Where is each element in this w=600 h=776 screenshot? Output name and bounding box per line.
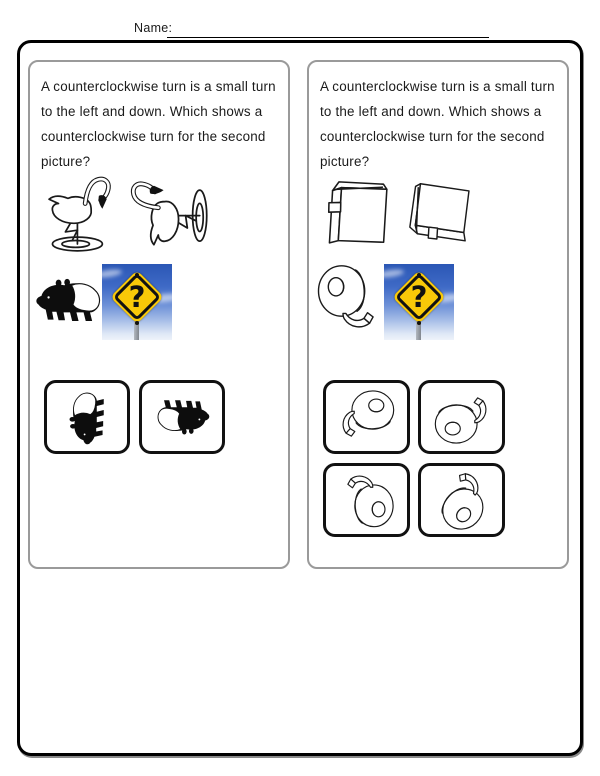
option-2-tape-image [433, 388, 491, 446]
tape-roll-image [313, 260, 387, 336]
question-text: A counterclockwise turn is a small turn to the left and down. Which shows a counterclockwise turn for the second picture? [41, 79, 276, 169]
name-label: Name: [134, 21, 173, 35]
option-3-tape-image [338, 471, 396, 529]
option-box-2[interactable] [139, 380, 225, 454]
question-mark-glyph: ? [128, 280, 146, 314]
option-box-1[interactable] [323, 380, 410, 454]
flamingo-rotated-inner [124, 169, 212, 257]
question-sign-image [102, 264, 172, 340]
sign-bolt-icon [135, 321, 139, 325]
tapir-image [33, 270, 107, 332]
sign-diamond [110, 270, 164, 324]
flamingo-rotated-image [116, 164, 220, 262]
sign-bolt-icon [417, 321, 421, 325]
question-text: A counterclockwise turn is a small turn to the left and down. Which shows a counterclockwise turn for the second picture? [320, 79, 555, 169]
question-sign-image [384, 264, 454, 340]
sheet-border [17, 40, 583, 756]
option-1-tapir-image [58, 388, 116, 446]
option-box-4[interactable] [418, 463, 505, 537]
name-write-line[interactable] [167, 20, 489, 38]
option-box-1[interactable] [44, 380, 130, 454]
option-box-3[interactable] [323, 463, 410, 537]
option-1-tape-image [338, 388, 396, 446]
book-rotated-inner [400, 174, 478, 252]
sign-bolt-icon [417, 273, 421, 277]
sign-bolt-icon [135, 273, 139, 277]
book-rotated-image [397, 174, 481, 252]
flamingo-upright-image [36, 168, 124, 258]
option-2-tapir-image [153, 388, 211, 446]
sign-diamond [392, 270, 446, 324]
option-4-tape-image [420, 459, 502, 541]
question-mark-glyph: ? [410, 280, 428, 314]
book-upright-image [317, 170, 397, 254]
panel-left [28, 60, 290, 569]
panel-right [307, 60, 569, 569]
option-box-2[interactable] [418, 380, 505, 454]
